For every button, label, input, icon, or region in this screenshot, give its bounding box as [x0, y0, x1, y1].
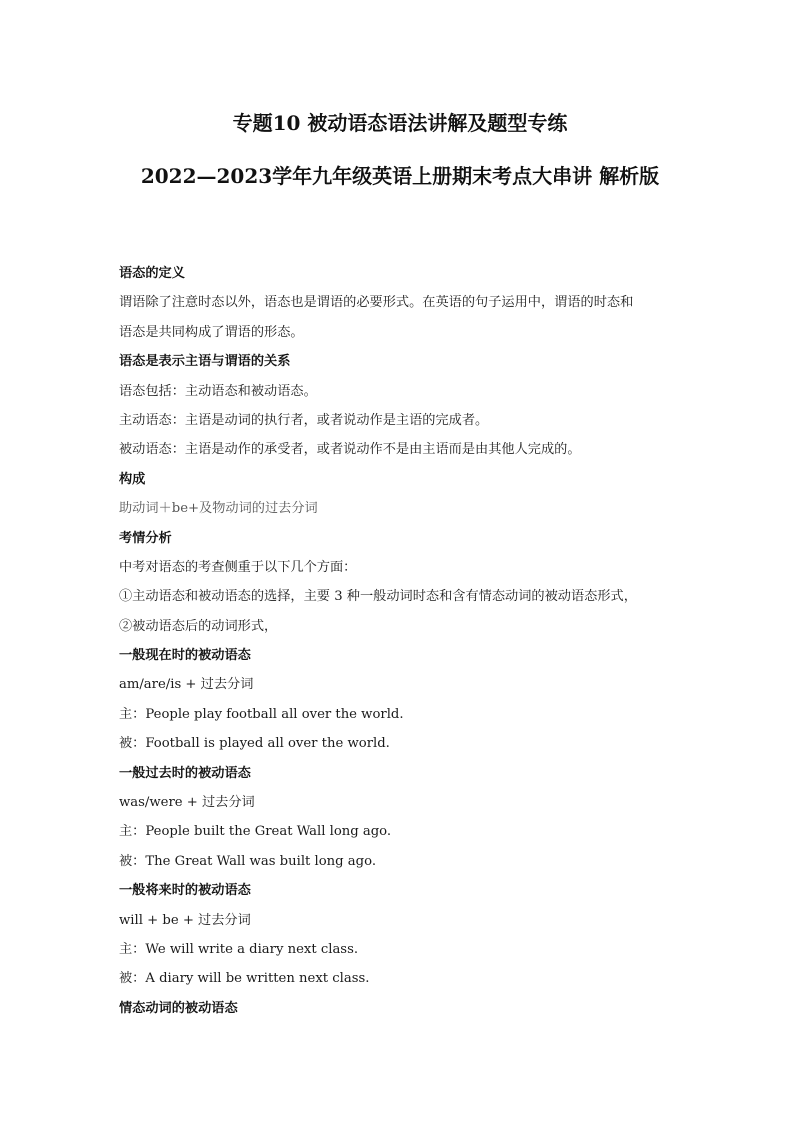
example-line: 主：People play football all over the world. — [119, 706, 404, 722]
paragraph-line: 主动语态：主语是动词的执行者，或者说动作是主语的完成者。 — [119, 412, 489, 428]
document-title: 专题10 被动语态语法讲解及题型专练 — [232, 111, 568, 135]
paragraph-line: 语态是共同构成了谓语的形态。 — [119, 324, 304, 340]
example-line: 被：The Great Wall was built long ago. — [119, 853, 377, 869]
example-line: 被：Football is played all over the world. — [119, 736, 390, 752]
document-body — [119, 259, 689, 1023]
formula-line: will + be + 过去分词 — [119, 912, 251, 928]
paragraph-line: ②被动语态后的动词形式， — [119, 618, 278, 634]
section-heading: 构成 — [119, 471, 146, 487]
paragraph-line: 中考对语态的考查侧重于以下几个方面： — [119, 559, 357, 575]
section-heading: 情态动词的被动语态 — [119, 1000, 238, 1016]
formula-line: am/are/is + 过去分词 — [119, 677, 254, 693]
example-line: 主：People built the Great Wall long ago. — [119, 824, 392, 840]
section-heading: 语态的定义 — [119, 266, 185, 281]
paragraph-line: 语态包括：主动语态和被动语态。 — [119, 383, 317, 399]
paragraph-line: 助动词＋be+及物动词的过去分词 — [119, 501, 318, 517]
paragraph-line: ①主动语态和被动语态的选择，主要 3 种一般动词时态和含有情态动词的被动语态形式， — [119, 589, 637, 605]
section-heading: 一般过去时的被动语态 — [119, 765, 251, 781]
paragraph-line: 被动语态：主语是动作的承受者，或者说动作不是由主语而是由其他人完成的。 — [119, 442, 581, 458]
section-heading: 一般将来时的被动语态 — [119, 883, 251, 899]
paragraph-line: 谓语除了注意时态以外，语态也是谓语的必要形式。在英语的句子运用中，谓语的时态和 — [119, 295, 634, 311]
document-subtitle: 2022—2023学年九年级英语上册期末考点大串讲 解析版 — [140, 164, 660, 188]
section-heading: 语态是表示主语与谓语的关系 — [119, 354, 291, 370]
section-heading: 一般现在时的被动语态 — [119, 648, 251, 664]
example-line: 被：A diary will be written next class. — [119, 971, 370, 987]
example-line: 主：We will write a diary next class. — [119, 941, 359, 957]
formula-line: was/were + 过去分词 — [119, 795, 255, 811]
section-heading: 考情分析 — [119, 530, 172, 546]
